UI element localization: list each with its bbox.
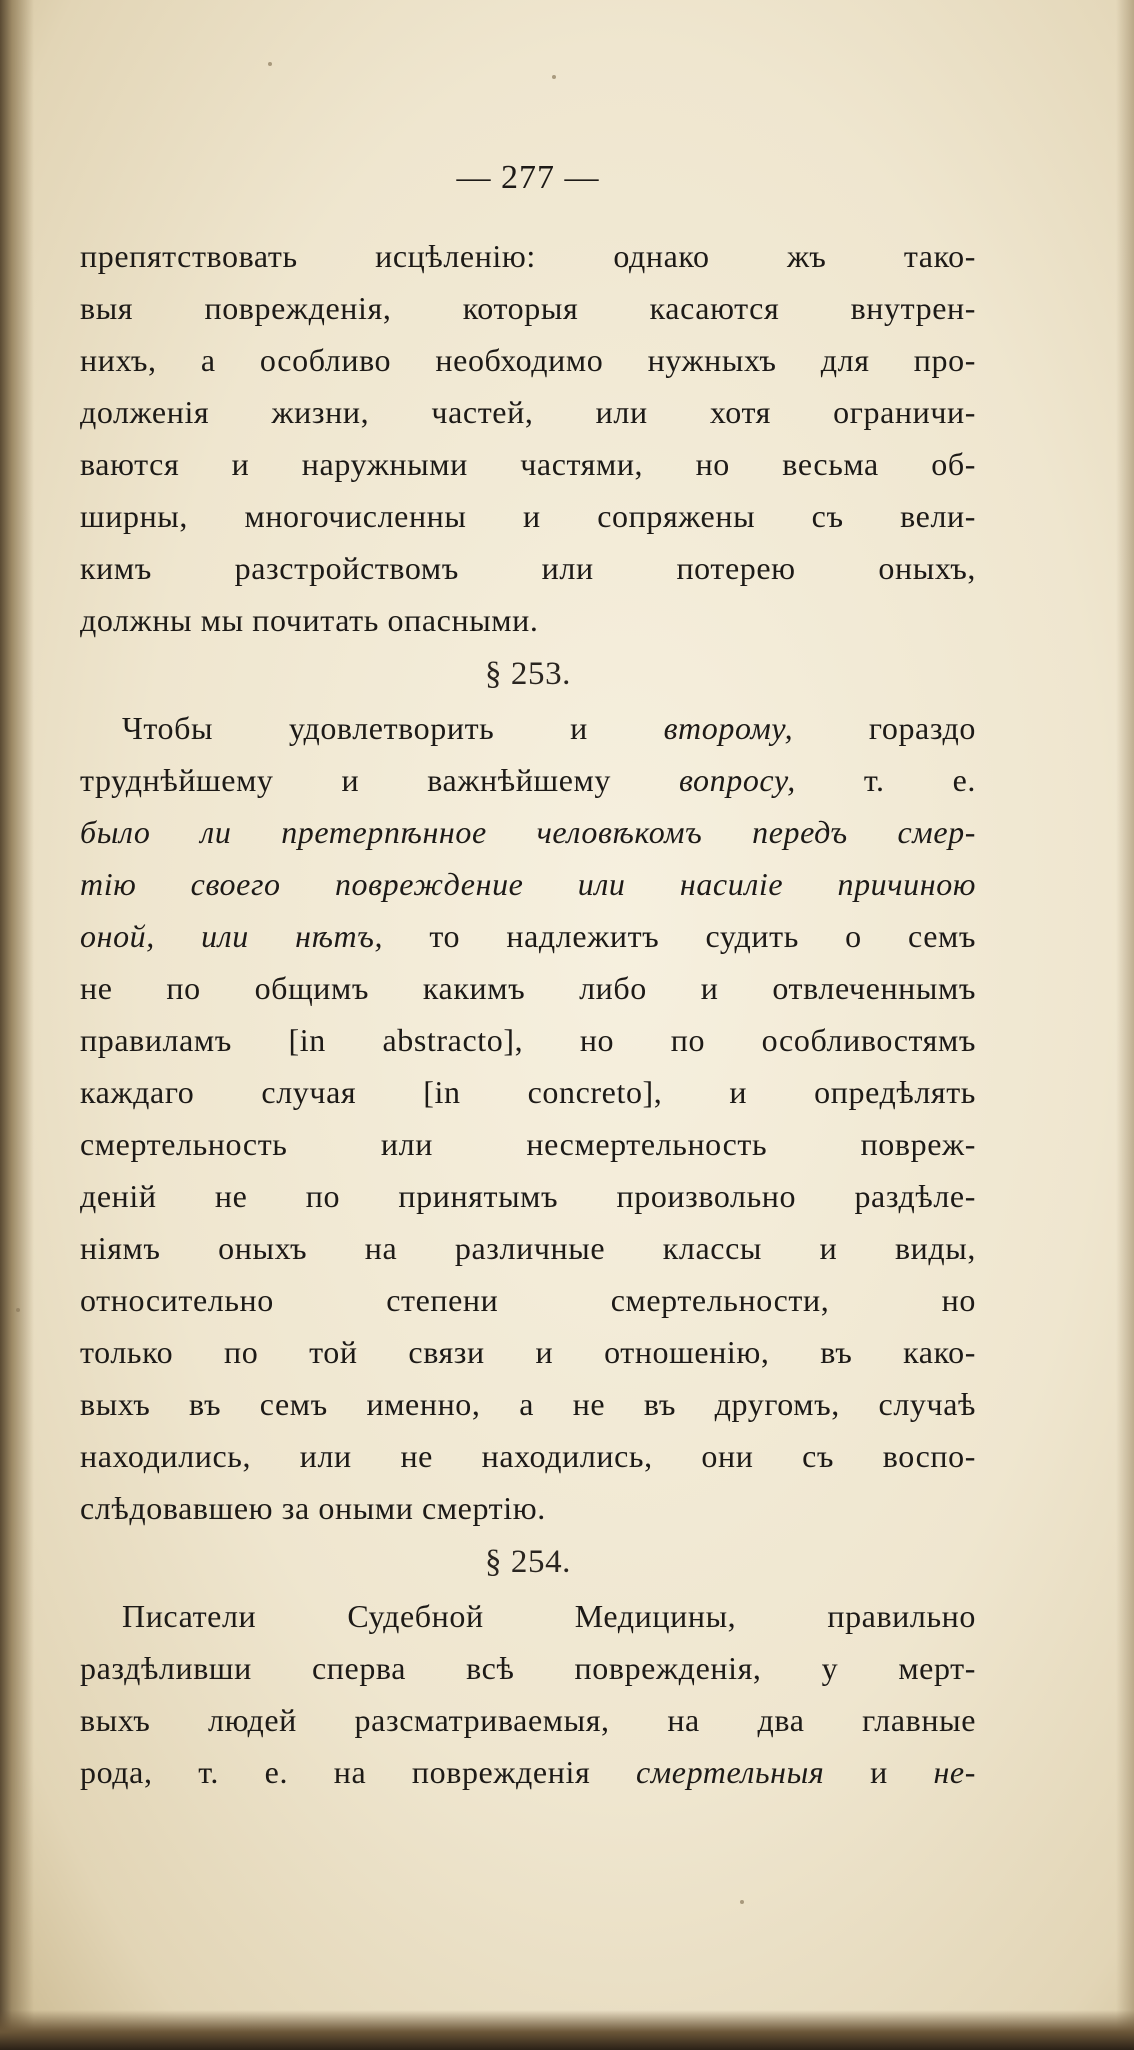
text-line: [80, 910, 976, 962]
text-line: относительно степени смертельности, но: [80, 1282, 976, 1318]
text-line: слѣдовавшею за оными смертію.: [80, 1490, 546, 1526]
text-line: ніямъ оныхъ на различные классы и виды,: [80, 1230, 976, 1266]
italic-span: оной, или нѣтъ,: [80, 918, 384, 954]
text-span: труднѣйшему и важнѣйшему: [80, 762, 679, 798]
text-line: выя поврежденія, которыя касаются внутрен-: [80, 290, 976, 326]
paper-speck: [552, 75, 556, 79]
text-line: деній не по принятымъ произвольно раздѣле-: [80, 1178, 976, 1214]
text-span: и: [824, 1754, 934, 1790]
text-span: рода, т. е. на поврежденія: [80, 1754, 636, 1790]
italic-span: вопросу,: [678, 762, 796, 798]
text-line: [80, 754, 976, 806]
italic-span: смертельныя: [635, 1754, 825, 1790]
binding-shadow: [0, 0, 34, 2050]
text-line: [80, 702, 976, 754]
italic-span: не-: [933, 1754, 976, 1790]
section-heading-253: § 253.: [484, 656, 572, 692]
text-span: то надлежитъ судить о семъ: [383, 918, 977, 954]
text-line: кимъ разстройствомъ или потерею оныхъ,: [80, 550, 976, 586]
text-line: нихъ, а особливо необходимо нужныхъ для про-: [80, 342, 976, 378]
text-line: смертельность или несмертельность повреж-: [80, 1126, 976, 1162]
italic-line: было ли претерпѣнное человѣкомъ передъ смер-: [80, 814, 976, 850]
edge-shadow: [1116, 0, 1134, 2050]
text-line: долженія жизни, частей, или хотя ограничи-: [80, 394, 976, 430]
paragraph-continued: [80, 230, 976, 646]
page-number-header: — 277 —: [456, 159, 600, 196]
paper-speck: [268, 62, 272, 66]
text-line: ваются и наружными частями, но весьма об-: [80, 446, 976, 482]
text-line: правиламъ [in abstracto], но по особливостямъ: [80, 1022, 976, 1058]
paper-speck: [740, 1900, 744, 1904]
text-line: только по той связи и отношенію, въ како-: [80, 1334, 976, 1370]
text-line: раздѣливши сперва всѣ поврежденія, у мерт-: [80, 1650, 976, 1686]
paragraph-253: [80, 702, 976, 1534]
text-line: Писатели Судебной Медицины, правильно: [122, 1598, 976, 1634]
text-span: Чтобы удовлетворить и: [122, 710, 664, 746]
text-line: не по общимъ какимъ либо и отвлеченнымъ: [80, 970, 976, 1006]
text-line: препятствовать исцѣленію: однако жъ тако-: [80, 238, 976, 274]
paper-speck: [16, 1308, 20, 1312]
italic-line: тію своего повреждение или насиліе причиною: [80, 866, 976, 902]
paragraph-254: [80, 1590, 976, 1798]
text-line: должны мы почитать опасными.: [80, 602, 539, 638]
text-line: ширны, многочисленны и сопряжены съ вели-: [80, 498, 976, 534]
italic-span: второму,: [663, 710, 794, 746]
bottom-edge-shadow: [0, 2010, 1134, 2050]
page-body: [80, 148, 976, 1798]
text-line: каждаго случая [in concreto], и опредѣлять: [80, 1074, 976, 1110]
text-line: [80, 1746, 976, 1798]
section-heading-254: § 254.: [484, 1544, 572, 1580]
text-line: выхъ въ семъ именно, а не въ другомъ, случаѣ: [80, 1386, 976, 1422]
text-span: т. е.: [795, 762, 976, 798]
text-line: находились, или не находились, они съ воспо-: [80, 1438, 976, 1474]
text-line: выхъ людей разсматриваемыя, на два главные: [80, 1702, 976, 1738]
text-span: гораздо: [793, 710, 976, 746]
